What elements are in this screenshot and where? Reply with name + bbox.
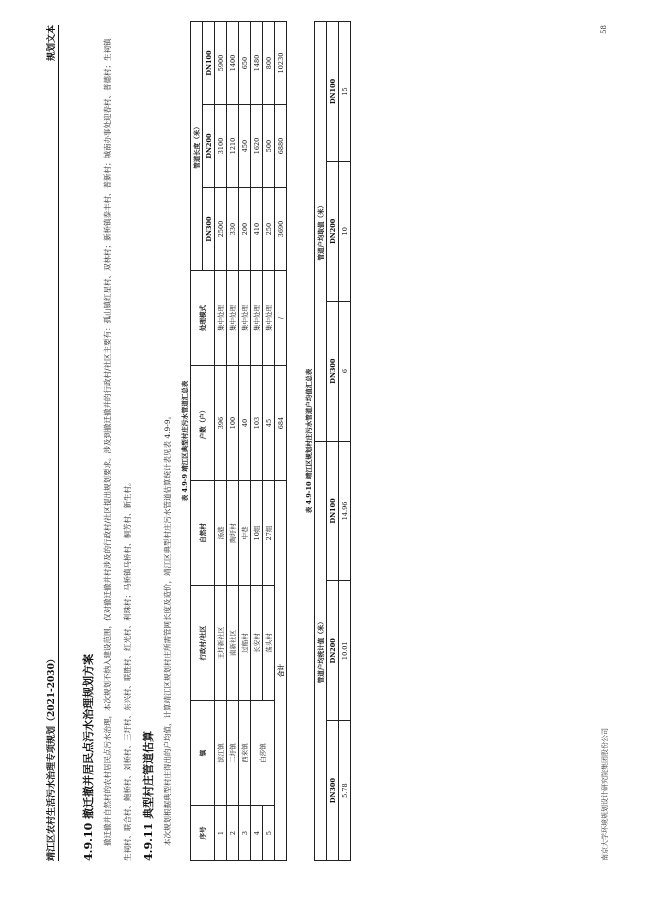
cell-no: 3 <box>239 806 251 861</box>
col-admin: 行政村/社区 <box>191 586 215 701</box>
col-value-dn100: DN100 <box>327 22 339 162</box>
cell-total-dn100: 10230 <box>275 22 287 105</box>
cell-natural: 10组 <box>251 481 263 586</box>
table-row <box>339 22 351 861</box>
cell-dn200: 500 <box>263 105 275 188</box>
cell-admin: 王圩新社区 <box>215 586 227 701</box>
header-rule <box>58 25 59 861</box>
header-title: 靖江区农村生活污水治理专项规划（2021-2030） <box>47 654 57 861</box>
col-value-dn300: DN300 <box>327 301 339 441</box>
col-avg-value: 管道户均取值（米） <box>315 22 327 442</box>
cell-no: 4 <box>251 806 263 861</box>
col-town: 镇 <box>191 701 215 806</box>
table-subheader-row <box>327 22 339 861</box>
table-total-row <box>275 22 287 861</box>
pipe-summary-table <box>190 21 287 861</box>
cell-mode: 集中处理 <box>251 271 263 366</box>
col-value-dn200: DN200 <box>327 161 339 301</box>
pipe-average-table <box>314 21 351 861</box>
cell-dn200: 3100 <box>215 105 227 188</box>
cell-dn300: 410 <box>251 188 263 271</box>
cell-mode: 集中处理 <box>227 271 239 366</box>
page-number: 58 <box>600 25 608 34</box>
cell-total-mode: / <box>275 271 287 366</box>
cell-total-dn200: 6880 <box>275 105 287 188</box>
cell-mode: 集中处理 <box>263 271 275 366</box>
header-label: 规划文本 <box>47 25 57 62</box>
cell-dn200: 450 <box>239 105 251 188</box>
cell-dn300: 2500 <box>215 188 227 271</box>
cell-dn100: 800 <box>263 22 275 105</box>
footer-organization: 南京大学环境规划设计研究院集团股份公司 <box>601 728 609 861</box>
cell-stat-dn200: 10.01 <box>339 581 351 721</box>
cell-dn300: 250 <box>263 188 275 271</box>
cell-natural: 汤港 <box>215 481 227 586</box>
cell-admin: 荡头村 <box>263 586 275 701</box>
col-dn200: DN200 <box>203 105 215 188</box>
col-pipe-length: 管道长度（米） <box>191 22 203 271</box>
table2-caption: 表 4.9-10 靖江区规划村庄污水管道户均值汇总表 <box>305 368 313 514</box>
cell-dn100: 1480 <box>251 22 263 105</box>
cell-stat-dn300: 5.78 <box>339 721 351 861</box>
cell-dn200: 1620 <box>251 105 263 188</box>
cell-town-merged: 白莎镇 <box>251 701 275 806</box>
cell-households: 103 <box>251 366 263 481</box>
col-stat-dn200: DN200 <box>327 581 339 721</box>
col-avg-stat: 管道户均统计值（米） <box>315 441 327 860</box>
cell-households: 45 <box>263 366 275 481</box>
cell-stat-dn100: 14.96 <box>339 441 351 581</box>
cell-no: 1 <box>215 806 227 861</box>
table-row <box>227 22 239 861</box>
section-text-4-9-10: 撤迁撤并自然村的农村居民点污水治理，本次规划不纳入建设范围，仅对撤迁撤并村涉及的行政村/社区提出规划要求。涉及到撤迁撤并的行政村/社区主要有：孤山镇红星村、双林村；新桥镇泰丰村、普新村；城南办事处迎春村、普德村；生祠镇生祠村、联合村、鲍桥村、刘桥村、三圩村、东兴村、联胜村、红光村、利珠村；马桥镇马桥村、桐芳村、新生村。 <box>103 38 132 861</box>
col-natural: 自然村 <box>191 481 215 586</box>
cell-dn300: 330 <box>227 188 239 271</box>
table-row <box>251 22 263 861</box>
cell-admin: 南新社区 <box>227 586 239 701</box>
cell-dn100: 1400 <box>227 22 239 105</box>
table1-caption: 表 4.9-9 靖江区典型村庄污水管道汇总表 <box>181 380 189 502</box>
table-row <box>239 22 251 861</box>
cell-dn100: 650 <box>239 22 251 105</box>
cell-natural: 陶圩村 <box>227 481 239 586</box>
cell-value-dn300: 6 <box>339 301 351 441</box>
col-stat-dn100: DN100 <box>327 441 339 581</box>
section-title-4-9-10: 4.9.10 撤迁撤并居民点污水治理规划方案 <box>82 653 95 861</box>
cell-admin: 长安村 <box>251 586 263 701</box>
cell-dn100: 5900 <box>215 22 227 105</box>
cell-households: 40 <box>239 366 251 481</box>
cell-no: 2 <box>227 806 239 861</box>
cell-town: 二圩镇 <box>227 701 239 806</box>
section-title-4-9-11: 4.9.11 典型村庄管道估算 <box>142 730 155 861</box>
col-no: 序号 <box>191 806 215 861</box>
col-stat-dn300: DN300 <box>327 721 339 861</box>
cell-dn200: 1210 <box>227 105 239 188</box>
cell-total-label: 合计 <box>275 481 287 861</box>
section-text-4-9-11: 本次规划根据典型村庄得出的户均值，计算靖江区规划村庄所需管网长度及造价，靖江区典型村庄污水管道估算统计表见表 4.9-9。 <box>163 411 172 846</box>
table-row <box>215 22 227 861</box>
table-header-row <box>315 22 327 861</box>
cell-admin: 过船村 <box>239 586 251 701</box>
table-header-row <box>191 22 203 861</box>
cell-mode: 集中处理 <box>239 271 251 366</box>
cell-total-dn300: 3690 <box>275 188 287 271</box>
cell-value-dn100: 15 <box>339 22 351 162</box>
cell-natural: 中巷 <box>239 481 251 586</box>
cell-town: 滨江镇 <box>215 701 227 806</box>
cell-town: 西来镇 <box>239 701 251 806</box>
col-mode: 处理模式 <box>191 271 215 366</box>
cell-dn300: 200 <box>239 188 251 271</box>
cell-households: 396 <box>215 366 227 481</box>
cell-total-households: 684 <box>275 366 287 481</box>
cell-households: 100 <box>227 366 239 481</box>
cell-mode: 集中处理 <box>215 271 227 366</box>
cell-value-dn200: 10 <box>339 161 351 301</box>
col-households: 户数（户） <box>191 366 215 481</box>
cell-natural: 27组 <box>263 481 275 586</box>
cell-no: 5 <box>263 806 275 861</box>
col-dn300: DN300 <box>203 188 215 271</box>
col-dn100: DN100 <box>203 22 215 105</box>
